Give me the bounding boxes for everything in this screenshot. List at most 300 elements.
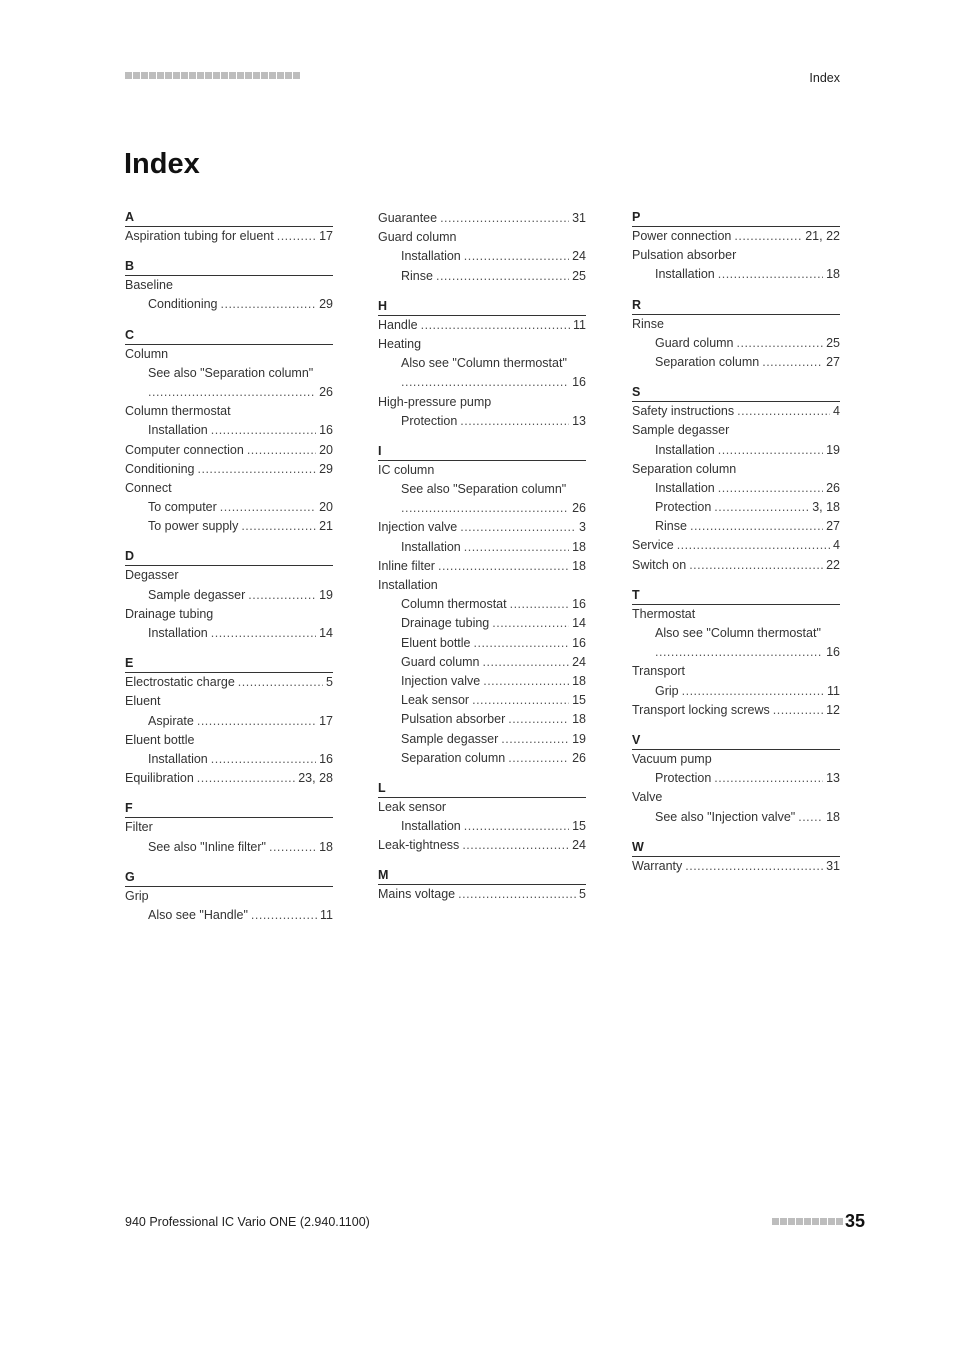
dot-leader: [483, 672, 569, 691]
entry-term: See also "Injection valve": [655, 809, 796, 824]
dot-leader: [734, 227, 802, 246]
index-subentry: [632, 517, 840, 536]
index-section: [125, 869, 333, 925]
dot-leader: [677, 536, 830, 555]
index-subentry: [125, 421, 333, 440]
entry-page: 4: [833, 404, 840, 419]
dot-leader: [689, 556, 823, 575]
index-subentry: [378, 412, 586, 431]
index-section: [632, 384, 840, 575]
entry-term: Separation column: [655, 354, 760, 369]
index-section: [125, 655, 333, 788]
entry-term: Valve: [632, 790, 663, 805]
index-section: [378, 298, 586, 431]
entry-page: 17: [319, 229, 333, 243]
index-section: [125, 258, 333, 314]
index-section: [378, 443, 586, 768]
dot-leader: [462, 836, 569, 855]
entry-term: See also "Separation column": [401, 482, 567, 497]
index-section: [378, 209, 586, 286]
index-subentry: [378, 672, 586, 691]
section-letter: V: [632, 732, 840, 750]
entry-term: Installation: [655, 267, 715, 282]
entry-page: 13: [572, 413, 586, 428]
dot-leader: [211, 421, 316, 440]
section-letter: H: [378, 298, 586, 316]
index-subentry: [632, 479, 840, 498]
entry-term: Filter: [125, 820, 153, 835]
section-letter: G: [125, 869, 333, 887]
entry-term: See also "Inline filter": [148, 839, 266, 854]
index-entry: [378, 335, 586, 354]
entry-term: Grip: [125, 888, 149, 903]
index-subentry: [125, 383, 333, 402]
entry-term: Also see "Handle": [148, 907, 248, 922]
index-entry: [378, 518, 586, 537]
dot-leader: [655, 643, 823, 662]
index-column-1: [125, 209, 333, 937]
entry-term: Column: [125, 346, 169, 361]
dot-leader: [211, 624, 316, 643]
entry-page: 18: [572, 558, 586, 573]
index-entry: [378, 576, 586, 595]
index-entry: [125, 479, 333, 498]
entry-page: 19: [319, 587, 333, 602]
entry-term: Installation: [401, 539, 461, 554]
entry-page: 3, 18: [812, 500, 840, 515]
index-subentry: [378, 267, 586, 286]
entry-term: Connect: [125, 480, 172, 495]
entry-page: 23, 28: [298, 771, 333, 786]
entry-page: 12: [826, 702, 840, 717]
dot-leader: [501, 730, 569, 749]
index-entry: [378, 798, 586, 817]
dot-leader: [690, 517, 823, 536]
entry-term: Drainage tubing: [401, 616, 490, 631]
entry-term: Leak sensor: [401, 693, 470, 708]
index-subentry: [378, 730, 586, 749]
index-subentry: [125, 586, 333, 605]
index-entry: [125, 460, 333, 479]
dot-leader: [508, 710, 569, 729]
index-entry: [378, 836, 586, 855]
index-subentry: [378, 373, 586, 392]
entry-page: 21, 22: [805, 229, 840, 243]
entry-term: Protection: [401, 413, 458, 428]
index-subentry: [125, 838, 333, 857]
entry-term: To power supply: [148, 519, 239, 534]
index-entry: [125, 673, 333, 692]
index-subentry: [125, 295, 333, 314]
entry-page: 16: [572, 635, 586, 650]
index-subentry: [378, 653, 586, 672]
entry-term: Drainage tubing: [125, 606, 214, 621]
entry-term: High-pressure pump: [378, 394, 492, 409]
dot-leader: [251, 906, 317, 925]
entry-page: 15: [572, 693, 586, 708]
index-subentry: [632, 808, 840, 827]
entry-term: Service: [632, 538, 674, 553]
section-letter: T: [632, 587, 840, 605]
entry-page: 31: [572, 211, 586, 225]
index-subentry: [378, 817, 586, 836]
entry-term: Computer connection: [125, 442, 244, 457]
entry-term: Electrostatic charge: [125, 675, 235, 690]
index-column-2: [378, 209, 586, 917]
entry-term: Rinse: [632, 316, 664, 331]
index-subentry: [632, 353, 840, 372]
dot-leader: [798, 808, 823, 827]
entry-term: Grip: [655, 683, 679, 698]
entry-page: 16: [572, 375, 586, 390]
index-section: [632, 839, 840, 876]
entry-page: 4: [833, 538, 840, 553]
index-entry: [632, 460, 840, 479]
index-entry: [378, 393, 586, 412]
entry-term: Installation: [148, 751, 208, 766]
dot-leader: [211, 750, 316, 769]
index-entry: [632, 662, 840, 681]
entry-term: Aspirate: [148, 713, 194, 728]
dot-leader: [464, 538, 569, 557]
entry-page: 16: [572, 597, 586, 612]
entry-term: Rinse: [655, 519, 687, 534]
index-entry: [378, 885, 586, 904]
entry-term: Rinse: [401, 268, 433, 283]
index-section: [632, 587, 840, 720]
index-section: [125, 209, 333, 246]
entry-term: Conditioning: [148, 297, 218, 312]
dot-leader: [148, 383, 316, 402]
index-subentry: [378, 691, 586, 710]
header-decoration: [125, 72, 300, 79]
entry-term: Transport: [632, 664, 686, 679]
entry-page: 26: [826, 480, 840, 495]
section-letter: E: [125, 655, 333, 673]
entry-term: IC column: [378, 462, 435, 477]
dot-leader: [685, 857, 823, 876]
entry-term: Eluent bottle: [125, 732, 195, 747]
entry-term: Pulsation absorber: [632, 248, 737, 263]
dot-leader: [421, 316, 570, 335]
entry-page: 11: [827, 683, 840, 698]
dot-leader: [483, 653, 570, 672]
index-subentry: [125, 750, 333, 769]
index-entry: [125, 818, 333, 837]
index-subentry: [125, 498, 333, 517]
index-entry: [125, 692, 333, 711]
index-entry: [632, 402, 840, 421]
entry-page: 16: [826, 645, 840, 660]
index-entry: [632, 227, 840, 246]
dot-leader: [718, 265, 823, 284]
entry-page: 14: [319, 626, 333, 640]
dot-leader: [474, 634, 570, 653]
index-subentry: [125, 712, 333, 731]
entry-page: 29: [319, 461, 333, 476]
entry-term: Also see "Column thermostat": [401, 356, 567, 371]
dot-leader: [472, 691, 569, 710]
entry-page: 17: [319, 713, 333, 728]
entry-page: 18: [572, 539, 586, 554]
dot-leader: [718, 441, 823, 460]
dot-leader: [460, 518, 576, 537]
entry-page: 31: [826, 858, 840, 873]
index-section: [378, 780, 586, 856]
index-column-3: [632, 209, 840, 888]
index-entry: [632, 750, 840, 769]
dot-leader: [220, 498, 316, 517]
index-subentry: [125, 364, 333, 383]
entry-page: 24: [572, 654, 586, 669]
dot-leader: [762, 353, 823, 372]
dot-leader: [197, 769, 295, 788]
index-subentry: [378, 538, 586, 557]
index-subentry: [632, 498, 840, 517]
index-entry: [125, 276, 333, 295]
entry-term: Installation: [378, 578, 438, 592]
index-section: [632, 732, 840, 827]
index-subentry: [378, 749, 586, 768]
entry-term: Sample degasser: [632, 423, 730, 438]
dot-leader: [197, 712, 316, 731]
entry-term: Protection: [655, 771, 712, 786]
entry-page: 3: [579, 520, 586, 535]
index-subentry: [378, 499, 586, 518]
entry-page: 19: [572, 731, 586, 746]
index-subentry: [632, 441, 840, 460]
index-entry: [378, 209, 586, 228]
entry-term: Separation column: [632, 461, 737, 476]
index-entry: [378, 316, 586, 335]
index-entry: [632, 701, 840, 720]
entry-term: Guarantee: [378, 211, 438, 225]
index-subentry: [378, 595, 586, 614]
index-entry: [378, 557, 586, 576]
index-section: [632, 209, 840, 285]
entry-term: Leak sensor: [378, 799, 447, 814]
entry-term: Heating: [378, 336, 422, 351]
entry-term: Injection valve: [378, 520, 458, 535]
index-subentry: [125, 906, 333, 925]
footer-decoration: [772, 1218, 843, 1225]
dot-leader: [508, 749, 569, 768]
dot-leader: [436, 267, 569, 286]
index-subentry: [632, 682, 840, 701]
index-entry: [632, 857, 840, 876]
index-subentry: [632, 643, 840, 662]
index-entry: [125, 605, 333, 624]
index-entry: [632, 246, 840, 265]
dot-leader: [248, 586, 316, 605]
dot-leader: [737, 402, 830, 421]
section-letter: I: [378, 443, 586, 461]
entry-page: 27: [826, 354, 840, 369]
index-entry: [632, 788, 840, 807]
index-entry: [125, 731, 333, 750]
entry-term: Mains voltage: [378, 887, 456, 902]
page-title: Index: [124, 148, 200, 180]
index-entry: [125, 227, 333, 246]
section-letter: A: [125, 209, 333, 227]
index-entry: [632, 315, 840, 334]
entry-term: Guard column: [655, 335, 734, 350]
entry-term: To computer: [148, 500, 217, 515]
entry-term: Power connection: [632, 229, 732, 243]
entry-page: 26: [572, 750, 586, 765]
entry-page: 16: [319, 751, 333, 766]
index-subentry: [632, 769, 840, 788]
entry-term: Vacuum pump: [632, 751, 712, 766]
entry-page: 20: [319, 442, 333, 457]
dot-leader: [438, 557, 569, 576]
index-subentry: [125, 624, 333, 643]
dot-leader: [269, 838, 316, 857]
entry-page: 18: [572, 673, 586, 688]
section-letter: L: [378, 780, 586, 798]
section-letter: D: [125, 548, 333, 566]
section-letter: C: [125, 327, 333, 345]
entry-term: Aspiration tubing for eluent: [125, 229, 274, 243]
entry-term: Guard column: [378, 230, 457, 245]
entry-page: 24: [572, 838, 586, 853]
dot-leader: [247, 441, 316, 460]
entry-term: See also "Separation column": [148, 365, 314, 380]
dot-leader: [440, 209, 569, 228]
entry-page: 14: [572, 616, 586, 631]
entry-term: Installation: [401, 819, 461, 834]
index-entry: [125, 566, 333, 585]
index-entry: [125, 887, 333, 906]
index-subentry: [125, 517, 333, 536]
section-letter: W: [632, 839, 840, 857]
dot-leader: [510, 595, 569, 614]
index-entry: [632, 536, 840, 555]
dot-leader: [773, 701, 823, 720]
dot-leader: [682, 682, 824, 701]
index-subentry: [632, 624, 840, 643]
entry-page: 18: [826, 267, 840, 282]
entry-term: Protection: [655, 500, 712, 515]
entry-page: 16: [319, 423, 333, 438]
entry-term: Installation: [655, 480, 715, 495]
entry-term: Eluent: [125, 694, 161, 709]
index-section: [125, 800, 333, 856]
dot-leader: [401, 499, 569, 518]
entry-term: Switch on: [632, 557, 687, 572]
entry-page: 22: [826, 557, 840, 572]
entry-page: 5: [326, 675, 333, 690]
section-letter: M: [378, 867, 586, 885]
entry-page: 15: [572, 819, 586, 834]
index-subentry: [378, 634, 586, 653]
entry-term: Guard column: [401, 654, 480, 669]
index-entry: [125, 402, 333, 421]
entry-term: Injection valve: [401, 673, 481, 688]
entry-page: 21: [319, 519, 333, 534]
index-entry: [378, 461, 586, 480]
entry-term: Safety instructions: [632, 404, 735, 419]
entry-page: 18: [826, 809, 840, 824]
entry-term: Column thermostat: [401, 597, 507, 612]
entry-term: Column thermostat: [125, 404, 231, 419]
entry-page: 29: [319, 297, 333, 312]
dot-leader: [238, 673, 323, 692]
dot-leader: [714, 498, 809, 517]
dot-leader: [221, 295, 317, 314]
dot-leader: [401, 373, 569, 392]
index-subentry: [378, 614, 586, 633]
entry-term: Sample degasser: [148, 587, 246, 602]
entry-page: 18: [319, 839, 333, 854]
dot-leader: [718, 479, 823, 498]
index-entry: [632, 556, 840, 575]
dot-leader: [241, 517, 316, 536]
entry-term: Installation: [655, 442, 715, 457]
dot-leader: [464, 817, 569, 836]
entry-page: 5: [579, 887, 586, 902]
entry-page: 13: [826, 771, 840, 786]
index-subentry: [632, 265, 840, 284]
index-section: [125, 327, 333, 537]
entry-term: Equilibration: [125, 771, 194, 786]
running-header: Index: [809, 71, 840, 85]
index-entry: [632, 421, 840, 440]
index-entry: [125, 441, 333, 460]
entry-page: 20: [319, 500, 333, 515]
section-letter: B: [125, 258, 333, 276]
entry-term: Conditioning: [125, 461, 195, 476]
entry-page: 26: [572, 501, 586, 516]
entry-term: Inline filter: [378, 558, 435, 573]
index-section: [378, 867, 586, 904]
entry-term: Eluent bottle: [401, 635, 471, 650]
entry-page: 25: [826, 335, 840, 350]
index-subentry: [378, 354, 586, 373]
entry-term: Leak-tightness: [378, 838, 460, 853]
index-entry: [378, 228, 586, 247]
entry-term: Thermostat: [632, 606, 696, 621]
index-subentry: [378, 710, 586, 729]
entry-page: 26: [319, 384, 333, 399]
index-subentry: [632, 334, 840, 353]
entry-page: 27: [826, 519, 840, 534]
section-letter: P: [632, 209, 840, 227]
entry-page: 11: [320, 907, 333, 922]
entry-term: Also see "Column thermostat": [655, 626, 821, 640]
index-entry: [125, 769, 333, 788]
index-entry: [632, 605, 840, 624]
index-entry: [125, 345, 333, 364]
entry-term: Installation: [148, 626, 208, 640]
entry-page: 25: [572, 268, 586, 283]
dot-leader: [737, 334, 824, 353]
section-letter: R: [632, 297, 840, 315]
entry-term: Handle: [378, 317, 418, 332]
entry-page: 19: [826, 442, 840, 457]
section-letter: S: [632, 384, 840, 402]
index-subentry: [378, 247, 586, 266]
entry-term: Sample degasser: [401, 731, 499, 746]
entry-term: Baseline: [125, 278, 173, 293]
entry-page: 18: [572, 712, 586, 727]
entry-term: Transport locking screws: [632, 702, 770, 717]
dot-leader: [714, 769, 823, 788]
index-subentry: [378, 480, 586, 499]
page-number: 35: [845, 1211, 866, 1231]
dot-leader: [458, 885, 576, 904]
dot-leader: [460, 412, 569, 431]
